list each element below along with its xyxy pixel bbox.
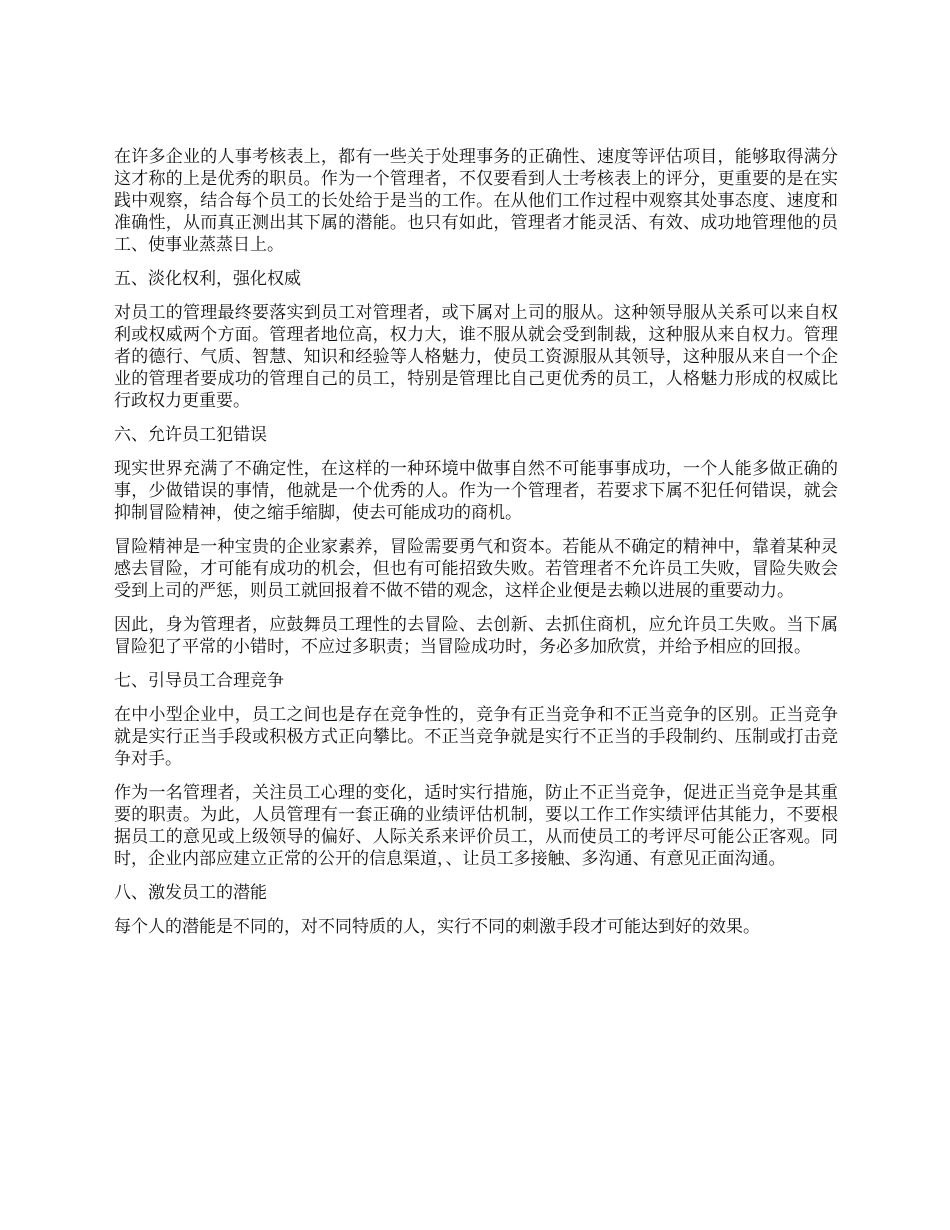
- section-heading: 七、引导员工合理竞争: [114, 671, 284, 691]
- section-heading: 八、激发员工的潜能: [114, 883, 267, 903]
- section-heading: 六、允许员工犯错误: [114, 425, 267, 445]
- document-body: [114, 146, 838, 950]
- paragraph: 因此，身为管理者，应鼓舞员工理性的去冒险、去创新、去抓住商机，应允许员工失败。当下属冒险犯了平常的小错时，不应过多职责；当冒险成功时，务必多加欣赏，并给予相应的回报。: [114, 615, 838, 657]
- paragraph: 现实世界充满了不确定性，在这样的一种环境中做事自然不可能事事成功，一个人能多做正确的事，少做错误的事情，他就是一个优秀的人。作为一个管理者，若要求下属不犯任何错误，就会抑制冒险精神，使之缩手缩脚，使去可能成功的商机。: [114, 459, 838, 523]
- paragraph: 每个人的潜能是不同的，对不同特质的人，实行不同的刺激手段才可能达到好的效果。: [114, 917, 760, 937]
- paragraph: 在中小型企业中，员工之间也是存在竞争性的，竞争有正当竞争和不正当竞争的区别。正当竞争就是实行正当手段或积极方式正向攀比。不正当竞争就是实行不正当的手段制约、压制或打击竞争对手。: [114, 705, 838, 769]
- paragraph: 冒险精神是一种宝贵的企业家素养，冒险需要勇气和资本。若能从不确定的精神中，靠着某种灵感去冒险，才可能有成功的机会，但也有可能招致失败。若管理者不允许员工失败，冒险失败会受到上司的严惩，则员工就回报着不做不错的观念，这样企业便是去赖以进展的重要动力。: [114, 537, 838, 601]
- section-heading: 五、淡化权利，强化权威: [114, 269, 301, 289]
- paragraph: 作为一名管理者，关注员工心理的变化，适时实行措施，防止不正当竞争，促进正当竞争是其重要的职责。为此，人员管理有一套正确的业绩评估机制，要以工作工作实绩评估其能力，不要根据员工的意见或上级领导的偏好、人际关系来评价员工，从而使员工的考评尽可能公正客观。同时，企业内部应建立正常的公开的信息渠道，、让员工多接触、多沟通、有意见正面沟通。: [114, 783, 838, 869]
- paragraph: 在许多企业的人事考核表上，都有一些关于处理事务的正确性、速度等评估项目，能够取得满分这才称的上是优秀的职员。作为一个管理者，不仅要看到人士考核表上的评分，更重要的是在实践中观察，结合每个员工的长处给于是当的工作。在从他们工作过程中观察其处事态度、速度和准确性，从而真正测出其下属的潜能。也只有如此，管理者才能灵活、有效、成功地管理他的员工、使事业蒸蒸日上。: [114, 147, 838, 255]
- paragraph: 对员工的管理最终要落实到员工对管理者，或下属对上司的服从。这种领导服从关系可以来自权利或权威两个方面。管理者地位高，权力大，谁不服从就会受到制裁，这种服从来自权力。管理者的德行、气质、智慧、知识和经验等人格魅力，使员工资源服从其领导，这种服从来自一个企业的管理者要成功的管理自己的员工，特别是管理比自己更优秀的员工，人格魅力形成的权威比行政权力更重要。: [114, 303, 838, 411]
